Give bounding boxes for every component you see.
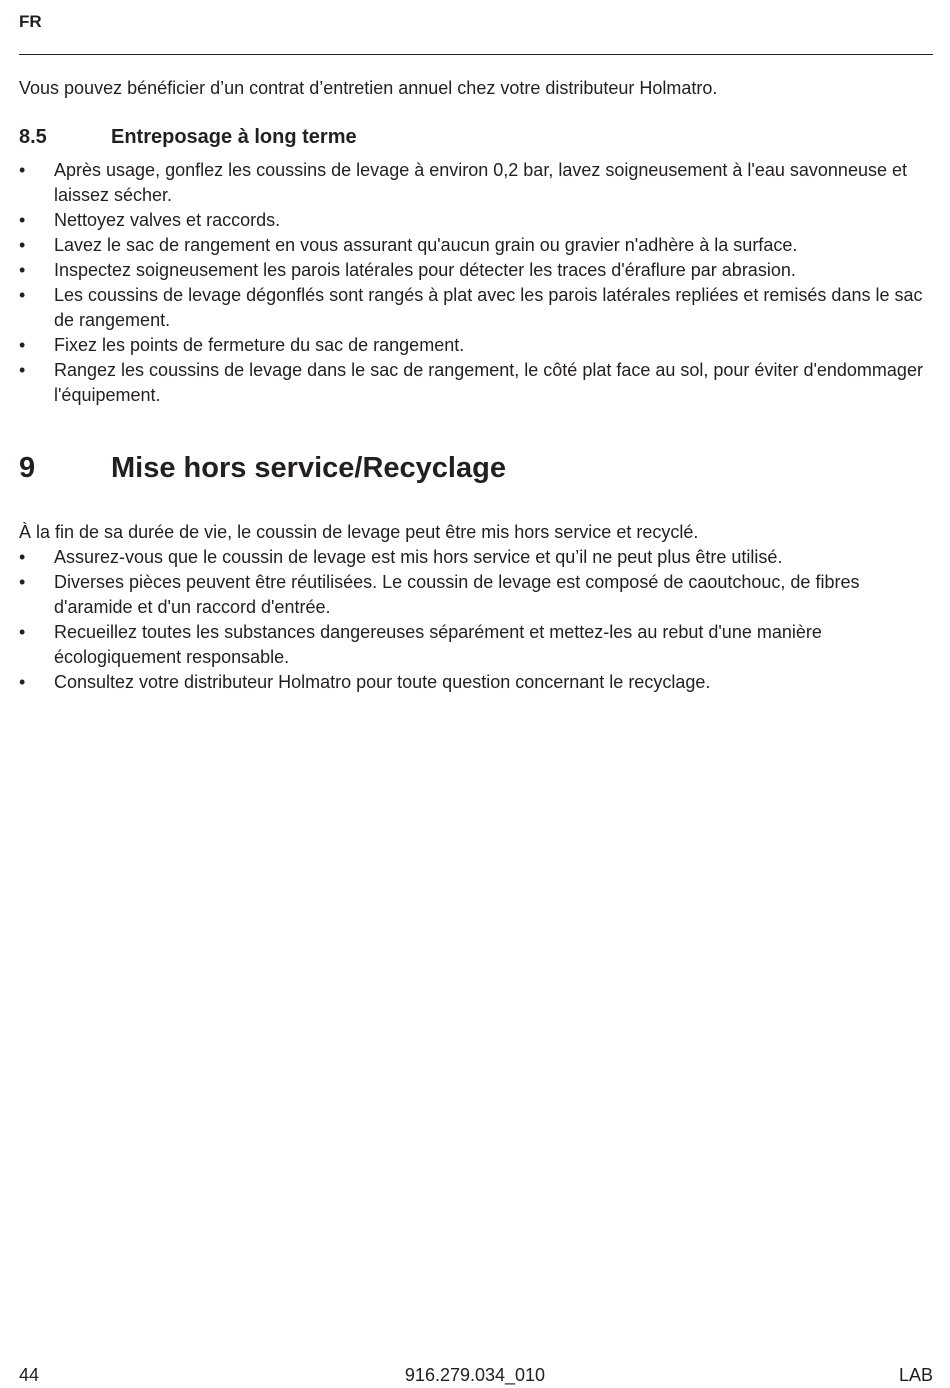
recycling-instructions-list: [19, 545, 924, 695]
bullet-icon: •: [19, 285, 26, 305]
list-item: [19, 258, 924, 283]
section-number: 9: [19, 452, 36, 484]
bullet-icon: •: [19, 160, 26, 180]
list-item-text: Fixez les points de fermeture du sac de rangement.: [54, 335, 465, 355]
list-item-text: Inspectez soigneusement les parois latérales pour détecter les traces d'éraflure par abrasion.: [54, 260, 796, 280]
language-code: FR: [19, 12, 42, 31]
list-item: [19, 545, 924, 570]
list-item: [19, 620, 924, 670]
list-item-text: Rangez les coussins de levage dans le sac de rangement, le côté plat face au sol, pour éviter d'endommager l'équipement.: [54, 360, 923, 405]
bullet-icon: •: [19, 672, 26, 692]
list-item-text: Lavez le sac de rangement en vous assurant qu'aucun grain ou gravier n'adhère à la surface.: [54, 235, 798, 255]
bullet-icon: •: [19, 572, 26, 592]
list-item-text: Consultez votre distributeur Holmatro pour toute question concernant le recyclage.: [54, 672, 711, 692]
end-of-life-intro: À la fin de sa durée de vie, le coussin de levage peut être mis hors service et recyclé.: [19, 522, 699, 542]
list-item: [19, 233, 924, 258]
header-divider: [19, 54, 933, 55]
document-code: 916.279.034_010: [404, 1365, 546, 1385]
list-item-text: Diverses pièces peuvent être réutilisées. Le coussin de levage est composé de caoutchouc, de fibres d'aramide et d'un raccord d'entrée.: [54, 572, 860, 617]
page-number: 44: [19, 1365, 40, 1385]
bullet-icon: •: [19, 235, 26, 255]
list-item-text: Assurez-vous que le coussin de levage est mis hors service et qu’il ne peut plus être utilisé.: [54, 547, 783, 567]
list-item-text: Recueillez toutes les substances dangereuses séparément et mettez-les au rebut d'une manière écologiquement responsable.: [54, 622, 822, 667]
bullet-icon: •: [19, 547, 26, 567]
list-item: [19, 283, 924, 333]
bullet-icon: •: [19, 622, 26, 642]
section-number: 8.5: [19, 126, 47, 148]
list-item: [19, 358, 924, 408]
bullet-icon: •: [19, 260, 26, 280]
list-item: [19, 570, 924, 620]
list-item-text: Les coussins de levage dégonflés sont rangés à plat avec les parois latérales repliées et remisés dans le sac de rangement.: [54, 285, 923, 330]
bullet-icon: •: [19, 360, 26, 380]
list-item-text: Après usage, gonflez les coussins de levage à environ 0,2 bar, lavez soigneusement à l'eau savonneuse et laissez sécher.: [54, 160, 907, 205]
maintenance-contract-text: Vous pouvez bénéficier d’un contrat d’entretien annuel chez votre distributeur Holmatro.: [19, 78, 718, 98]
bullet-icon: •: [19, 210, 26, 230]
list-item: [19, 208, 924, 233]
section-title: Mise hors service/Recyclage: [111, 452, 506, 484]
list-item: [19, 333, 924, 358]
product-code: LAB: [898, 1365, 933, 1385]
section-title: Entreposage à long terme: [111, 126, 357, 148]
list-item-text: Nettoyez valves et raccords.: [54, 210, 281, 230]
list-item: [19, 670, 924, 695]
storage-instructions-list: [19, 158, 924, 408]
list-item: [19, 158, 924, 208]
bullet-icon: •: [19, 335, 26, 355]
